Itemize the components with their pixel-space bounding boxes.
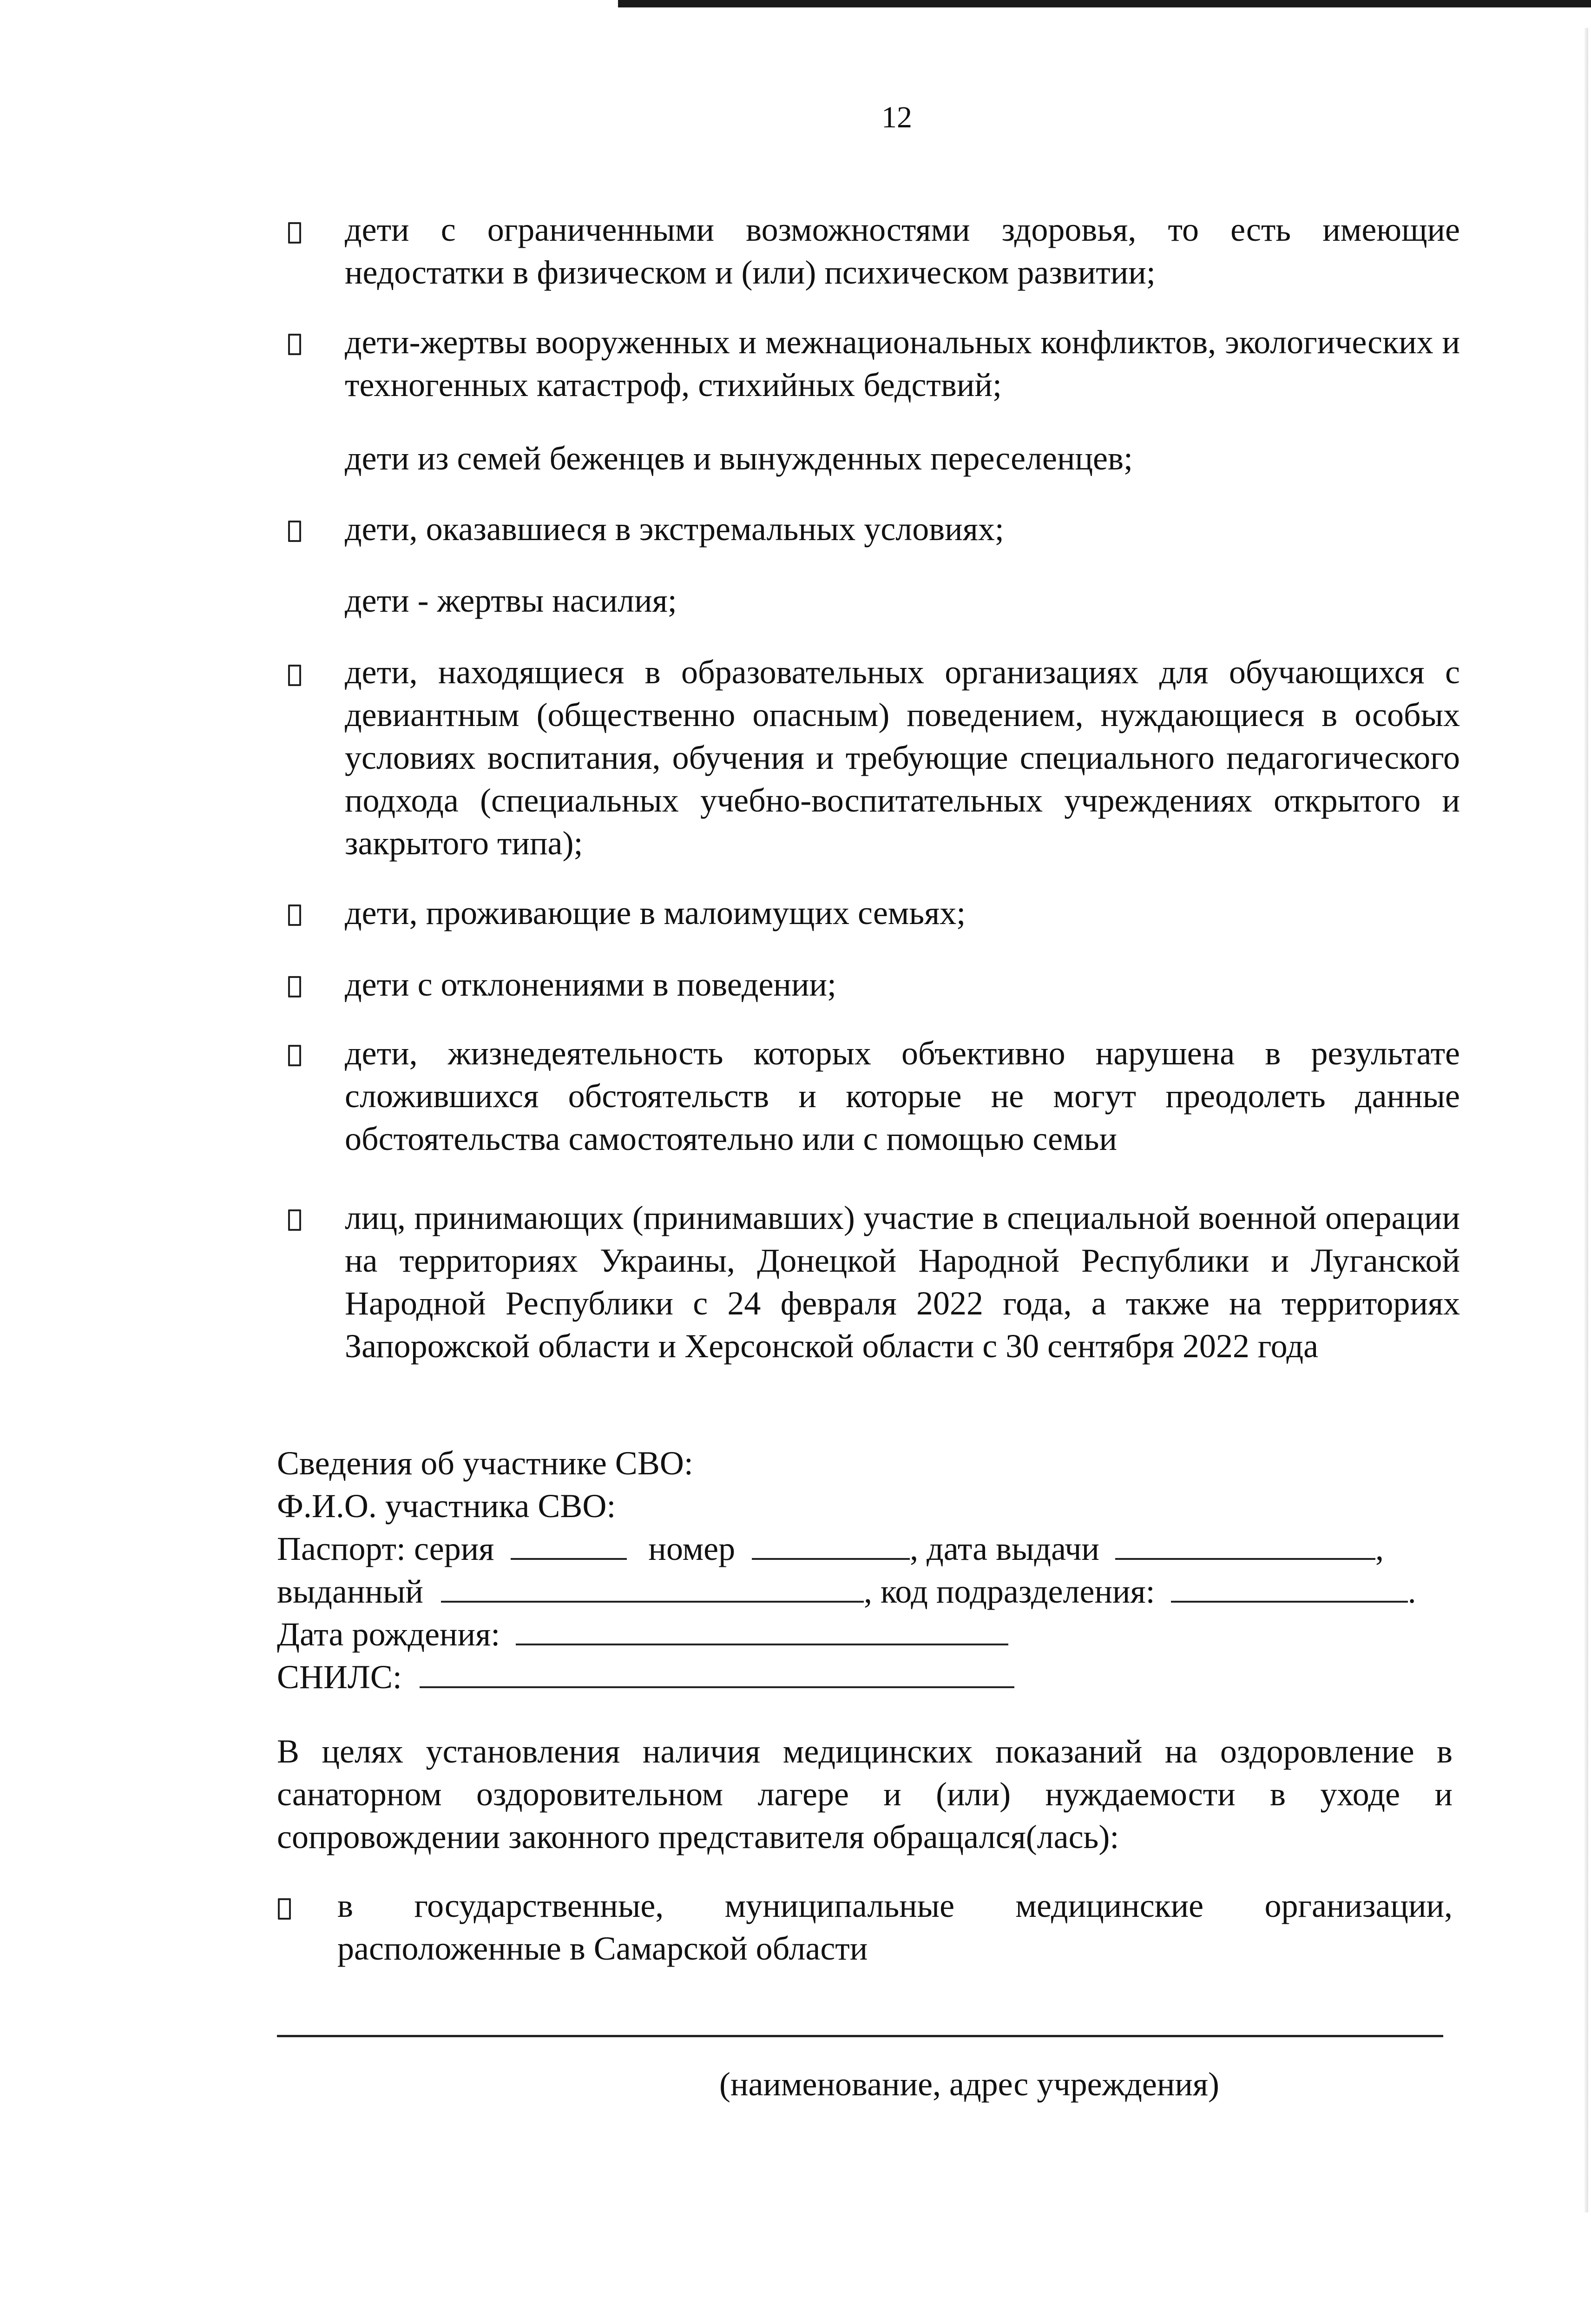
snils-row: [277, 1656, 1448, 1698]
checkbox-item-6[interactable]: [288, 665, 301, 686]
list-item-9: дети, жизнедеятельность которых объективно нарушена в результате сложившихся обстоятельств и которые не могут преодолеть данные обстоятельства самостоятельно или с помощью семьи: [345, 1035, 1460, 1157]
birth-date-field[interactable]: [516, 1615, 1008, 1645]
issue-date-label: , дата выдачи: [910, 1530, 1099, 1567]
medical-paragraph: В целях установления наличия медицинских показаний на оздоровление в санаторном оздоровительном лагере и (или) нуждаемости в уходе и сопровождении законного представителя обращался(лась):: [277, 1733, 1453, 1855]
division-code-field[interactable]: [1171, 1572, 1408, 1603]
issued-by-label: выданный: [277, 1573, 423, 1610]
passport-row: [277, 1527, 1448, 1570]
snils-field[interactable]: [420, 1657, 1014, 1688]
list-item-7: дети, проживающие в малоимущих семьях;: [345, 894, 966, 931]
institution-field-line[interactable]: [277, 2035, 1443, 2037]
birth-date-label: Дата рождения:: [277, 1616, 500, 1653]
institution-caption-text: (наименование, адрес учреждения): [719, 2066, 1220, 2103]
checkbox-item-7[interactable]: [288, 905, 301, 926]
division-code-label: , код подразделения:: [863, 1573, 1155, 1610]
list-item-6: дети, находящиеся в образовательных организациях для обучающихся с девиантным (общественно опасным) поведением, нуждающиеся в особых условиях воспитания, обучения и требующие специального педагогического подхода (специальных учебно-воспитательных учреждениях открытого и закрытого типа);: [345, 654, 1460, 862]
birth-date-row: [277, 1613, 1448, 1656]
list-item-3: дети из семей беженцев и вынужденных переселенцев;: [345, 440, 1133, 477]
checkbox-item-10[interactable]: [288, 1209, 301, 1231]
checkbox-item-2[interactable]: [288, 334, 301, 355]
passport-number-label: номер: [648, 1530, 736, 1567]
scan-edge-shadow: [1584, 28, 1588, 2212]
top-border-line: [618, 0, 1591, 7]
list-item-5: дети - жертвы насилия;: [345, 582, 677, 619]
checkbox-item-1[interactable]: [288, 222, 301, 244]
list-item-10: лиц, принимающих (принимавших) участие в специальной военной операции на территориях Украины, Донецкой Народной Республики и Луганской Народной Республики с 24 февраля 2022 года, а также на территориях Запорожской области и Херсонской области с 30 сентября 2022 года: [345, 1199, 1460, 1365]
checkbox-item-4[interactable]: [288, 521, 301, 542]
list-item-4: дети, оказавшиеся в экстремальных условиях;: [345, 510, 1004, 548]
snils-label: СНИЛС:: [277, 1658, 402, 1696]
passport-series-label: Паспорт: серия: [277, 1530, 494, 1567]
passport-row-comma: ,: [1375, 1530, 1384, 1567]
medical-option-text: в государственные, муниципальные медицинские организации, расположенные в Самарской области: [337, 1887, 1453, 1967]
checkbox-item-9[interactable]: [288, 1045, 301, 1066]
checkbox-medical-option[interactable]: [278, 1898, 291, 1920]
svo-fio-label: Ф.И.О. участника СВО:: [277, 1487, 616, 1525]
issued-by-row: [277, 1570, 1448, 1613]
svo-heading: Сведения об участнике СВО:: [277, 1445, 693, 1482]
institution-caption: [277, 2063, 1591, 2106]
list-item-1: дети с ограниченными возможностями здоровья, то есть имеющие недостатки в физическом и (или) психическом развитии;: [345, 211, 1460, 291]
issue-date-field[interactable]: [1115, 1529, 1375, 1560]
list-item-2: дети-жертвы вооруженных и межнациональных конфликтов, экологических и техногенных катастроф, стихийных бедствий;: [345, 324, 1460, 403]
page-number: 12: [881, 100, 912, 134]
list-item-8: дети с отклонениями в поведении;: [345, 966, 837, 1003]
issued-by-row-period: .: [1407, 1573, 1416, 1610]
svo-details-section: [277, 1442, 1448, 1698]
checkbox-item-8[interactable]: [288, 976, 301, 997]
passport-number-field[interactable]: [752, 1529, 910, 1560]
passport-series-field[interactable]: [511, 1529, 627, 1560]
issued-by-field[interactable]: [441, 1572, 864, 1603]
